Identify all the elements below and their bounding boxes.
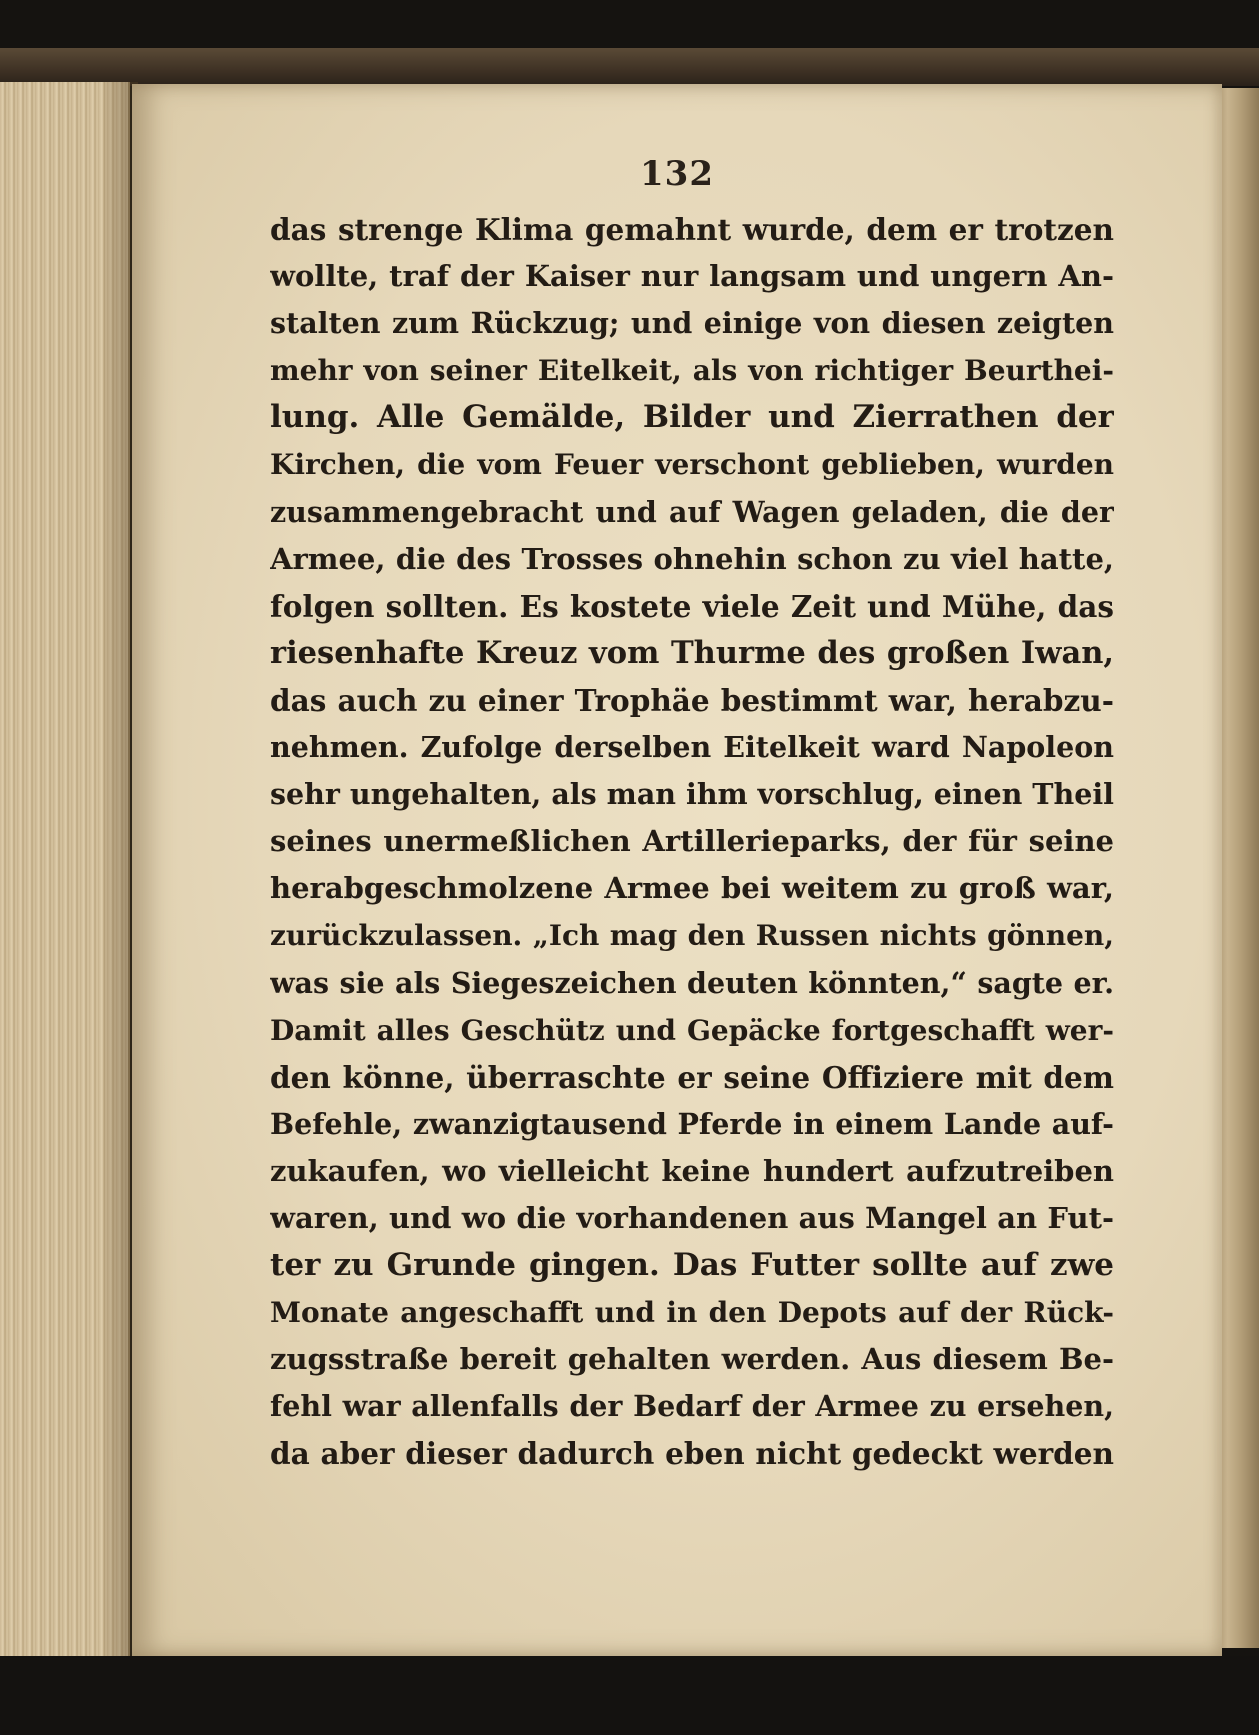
page-number: 132 bbox=[640, 154, 714, 194]
body-text bbox=[270, 206, 1114, 1478]
text-line: ter zu Grunde gingen. Das Futter sollte auf zwe bbox=[270, 1247, 1114, 1284]
text-line: den könne, überraschte er seine Offiziere mit dem bbox=[270, 1059, 1114, 1095]
book-page bbox=[132, 84, 1222, 1656]
text-line: lung. Alle Gemälde, Bilder und Zierrathen der bbox=[270, 399, 1114, 436]
text-line: was sie als Siegeszeichen deuten könnten,“ sagte er. bbox=[270, 965, 1114, 1000]
text-line: das auch zu einer Trophäe bestimmt war, herabzu- bbox=[270, 682, 1114, 718]
text-line: zurückzulassen. „Ich mag den Russen nichts gönnen, bbox=[270, 919, 1114, 953]
text-line: folgen sollten. Es kostete viele Zeit und Mühe, das bbox=[270, 588, 1114, 624]
text-line: Monate angeschafft und in den Depots auf der Rück- bbox=[270, 1296, 1114, 1330]
text-line: zusammengebracht und auf Wagen geladen, die der bbox=[270, 494, 1114, 529]
text-line: Damit alles Geschütz und Gepäcke fortgeschafft wer- bbox=[270, 1013, 1114, 1047]
text-line: da aber dieser dadurch eben nicht gedeckt werden bbox=[270, 1436, 1114, 1472]
text-line: herabgeschmolzene Armee bei weitem zu groß war, bbox=[270, 871, 1114, 906]
text-line: mehr von seiner Eitelkeit, als von richtiger Beurthei- bbox=[270, 354, 1114, 388]
text-line: wollte, traf der Kaiser nur langsam und ungern An- bbox=[270, 259, 1114, 294]
text-line: riesenhafte Kreuz vom Thurme des großen Iwan, bbox=[270, 634, 1114, 671]
text-line: fehl war allenfalls der Bedarf der Armee zu ersehen, bbox=[270, 1389, 1114, 1424]
text-line: sehr ungehalten, als man ihm vorschlug, einen Theil bbox=[270, 777, 1114, 812]
text-line: Armee, die des Trosses ohnehin schon zu viel hatte, bbox=[270, 541, 1114, 576]
text-line: zukaufen, wo vielleicht keine hundert aufzutreiben bbox=[270, 1153, 1114, 1188]
text-line: Befehle, zwanzigtausend Pferde in einem Lande auf- bbox=[270, 1106, 1114, 1141]
book-cover-bottom bbox=[0, 1656, 1259, 1735]
text-line: Kirchen, die vom Feuer verschont geblieben, wurden bbox=[270, 448, 1114, 482]
text-line: das strenge Klima gemahnt wurde, dem er trotzen bbox=[270, 212, 1114, 247]
text-line: zugsstraße bereit gehalten werden. Aus diesem Be- bbox=[270, 1342, 1114, 1377]
text-line: nehmen. Zufolge derselben Eitelkeit ward Napoleon bbox=[270, 730, 1114, 765]
book-cover-top bbox=[0, 48, 1259, 86]
text-line: seines unermeßlichen Artillerieparks, der für seine bbox=[270, 824, 1114, 859]
text-line: waren, und wo die vorhandenen aus Mangel an Fut- bbox=[270, 1200, 1114, 1235]
text-line: stalten zum Rückzug; und einige von diesen zeigten bbox=[270, 306, 1114, 341]
